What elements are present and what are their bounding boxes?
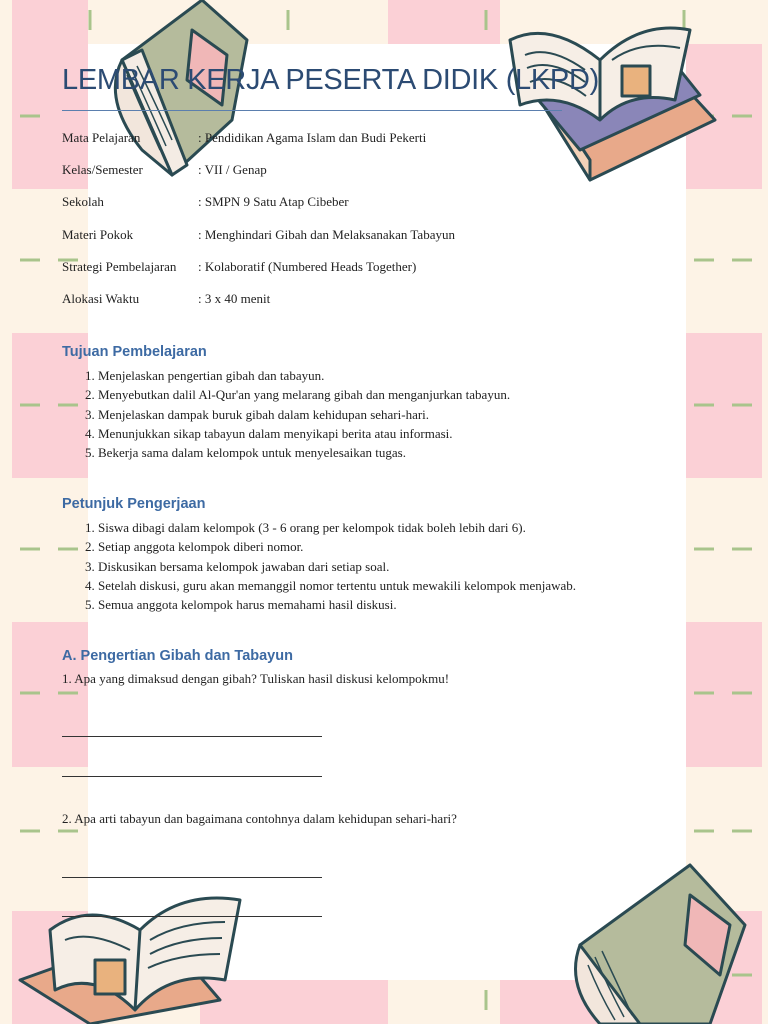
list-item: 5. Bekerja sama dalam kelompok untuk menyelesaikan tugas. [98, 443, 698, 462]
list-item: 3. Menjelaskan dampak buruk gibah dalam kehidupan sehari-hari. [98, 405, 698, 424]
list-item: 4. Setelah diskusi, guru akan memanggil nomor tertentu untuk mewakili kelompok menjawab. [98, 576, 698, 595]
info-row-alokasi-waktu [62, 291, 270, 307]
info-key: Mata Pelajaran [62, 130, 141, 145]
list-item: 2. Setiap anggota kelompok diberi nomor. [98, 537, 698, 556]
list-item: 2. Menyebutkan dalil Al-Qur'an yang melarang gibah dan menganjurkan tabayun. [98, 385, 698, 404]
tujuan-list [62, 366, 698, 462]
petunjuk-list [62, 518, 698, 614]
info-key: Materi Pokok [62, 227, 134, 242]
info-row-materi-pokok [62, 227, 455, 243]
section-heading-tujuan: Tujuan Pembelajaran [62, 344, 207, 360]
info-row-kelas-semester [62, 162, 267, 178]
info-value: : Menghindari Gibah dan Melaksanakan Tabayun [198, 227, 455, 242]
title-underline [62, 110, 562, 111]
info-row-mata-pelajaran [62, 130, 426, 146]
answer-line[interactable] [62, 877, 322, 878]
list-item: 4. Menunjukkan sikap tabayun dalam menyikapi berita atau informasi. [98, 424, 698, 443]
page-title: LEMBAR KERJA PESERTA DIDIK (LKPD) [62, 64, 599, 96]
answer-line[interactable] [62, 776, 322, 777]
info-row-strategi [62, 259, 416, 275]
list-item: 1. Siswa dibagi dalam kelompok (3 - 6 orang per kelompok tidak boleh lebih dari 6). [98, 518, 698, 537]
info-value: : 3 x 40 menit [198, 291, 271, 306]
info-value: : Pendidikan Agama Islam dan Budi Pekerti [198, 130, 427, 145]
answer-line[interactable] [62, 736, 322, 737]
list-item: 3. Diskusikan bersama kelompok jawaban dari setiap soal. [98, 557, 698, 576]
info-value: : Kolaboratif (Numbered Heads Together) [198, 259, 417, 274]
answer-line[interactable] [62, 916, 322, 917]
list-item: 1. Menjelaskan pengertian gibah dan tabayun. [98, 366, 698, 385]
info-key: Sekolah [62, 194, 104, 209]
info-key: Kelas/Semester [62, 162, 143, 177]
info-row-sekolah [62, 194, 349, 210]
book-icon [560, 855, 760, 1024]
info-key: Strategi Pembelajaran [62, 259, 177, 274]
section-heading-petunjuk: Petunjuk Pengerjaan [62, 496, 206, 512]
open-book-icon [10, 860, 250, 1024]
info-value: : VII / Genap [198, 162, 267, 177]
info-value: : SMPN 9 Satu Atap Cibeber [198, 194, 349, 209]
question-2: 2. Apa arti tabayun dan bagaimana contohnya dalam kehidupan sehari-hari? [62, 811, 457, 826]
list-item: 5. Semua anggota kelompok harus memahami hasil diskusi. [98, 595, 698, 614]
question-1: 1. Apa yang dimaksud dengan gibah? Tuliskan hasil diskusi kelompokmu! [62, 671, 450, 686]
info-key: Alokasi Waktu [62, 291, 140, 306]
section-heading-a: A. Pengertian Gibah dan Tabayun [62, 648, 293, 664]
